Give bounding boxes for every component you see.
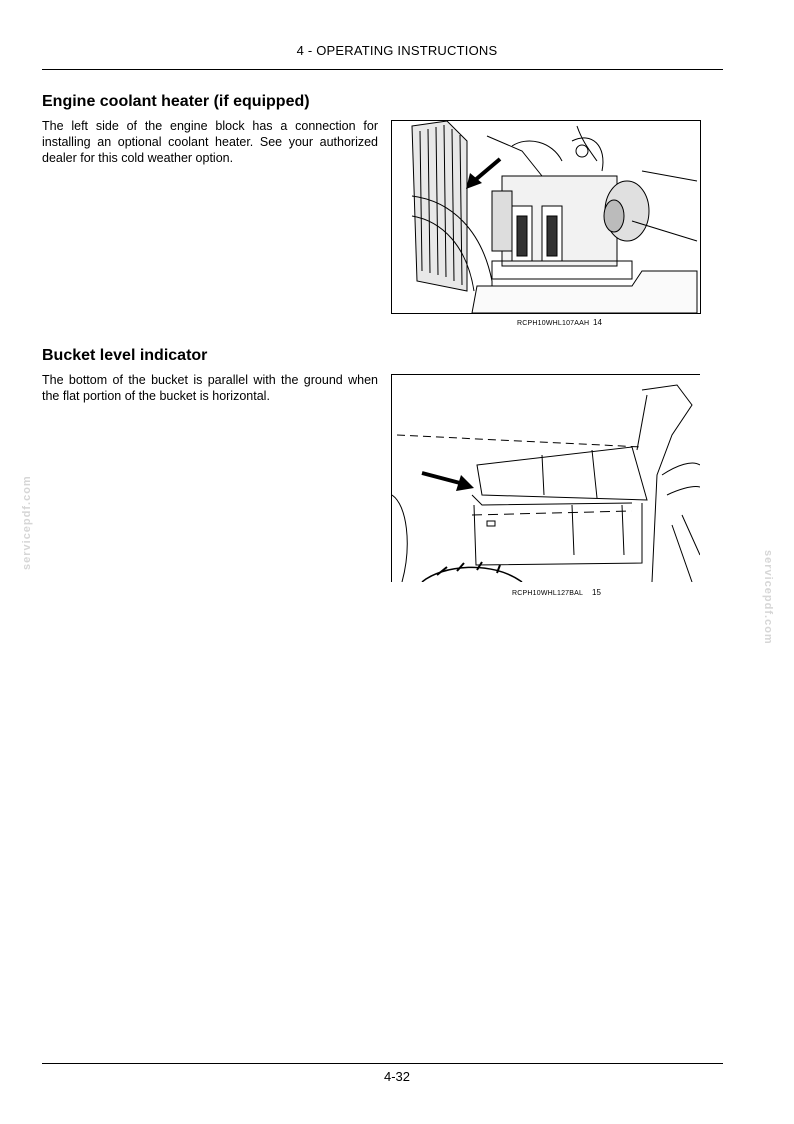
engine-illustration: [392, 121, 700, 313]
section-title-coolant-heater: Engine coolant heater (if equipped): [42, 93, 310, 110]
section-text-bucket-level: The bottom of the bucket is parallel with the ground when the flat portion of the bucket is horizontal.: [42, 373, 378, 403]
figure-engine-coolant-heater: [391, 120, 701, 314]
header-rule: [42, 69, 723, 70]
watermark-left: servicepdf.com: [21, 475, 33, 570]
figure-number-15: 15: [592, 588, 601, 597]
bucket-illustration: [392, 375, 700, 582]
footer-rule: [42, 1063, 723, 1064]
figure-bucket-level-indicator: [391, 374, 700, 582]
section-title-bucket-level: Bucket level indicator: [42, 347, 208, 364]
page-header-title: 4 - OPERATING INSTRUCTIONS: [296, 43, 498, 58]
page-number: 4-32: [383, 1069, 411, 1084]
figure-number-14: 14: [593, 318, 602, 327]
figure-caption-15: RCPH10WHL127BAL: [512, 590, 584, 597]
section-text-coolant-heater: The left side of the engine block has a connection for installing an optional coolant heater. See your authorized dealer for this cold weather option.: [42, 119, 378, 165]
watermark-right: servicepdf.com: [762, 550, 774, 645]
figure-caption-14: RCPH10WHL107AAH: [517, 320, 590, 327]
